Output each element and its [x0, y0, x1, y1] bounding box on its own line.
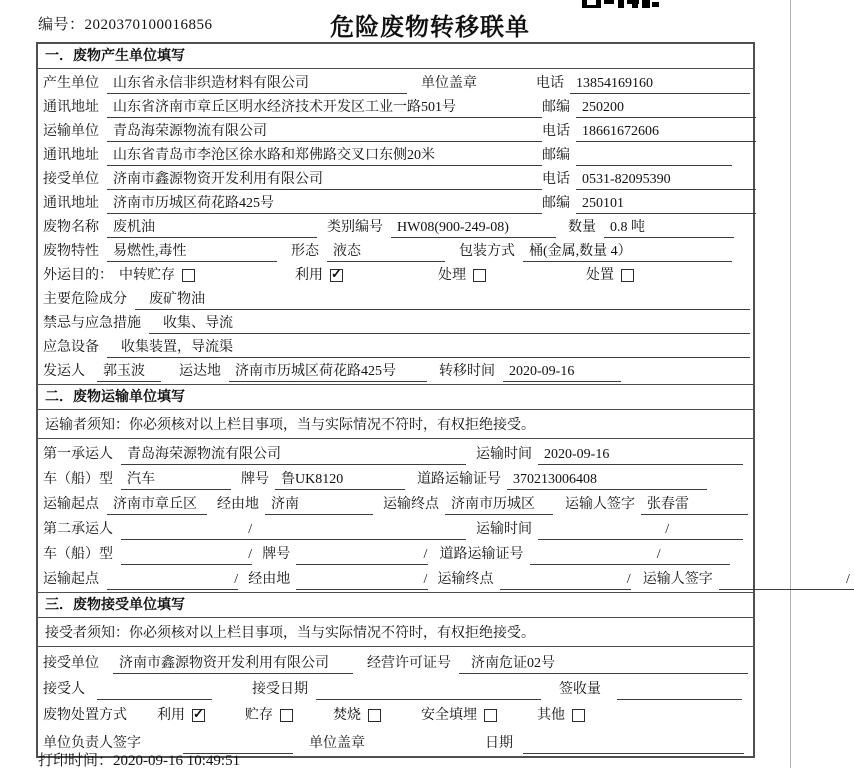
transporter-zip-value: [576, 148, 732, 166]
producer-seal-label: 单位盖章: [421, 76, 477, 91]
section-producer-title: 一．废物产生单位填写: [38, 44, 753, 69]
route2-row: [43, 565, 850, 590]
vehicle1-row: [43, 465, 750, 490]
road-license1-value: 370213006408: [507, 471, 707, 490]
waste-category-label: 类别编号: [327, 220, 383, 235]
transporter-notice-label: 运输者须知：: [45, 418, 129, 433]
print-time-line: [38, 749, 240, 770]
acceptor-value: [97, 682, 212, 700]
packing-label: 包装方式: [459, 244, 515, 259]
receiver-zip-label: 邮编: [542, 196, 570, 211]
waste-property-value: 易燃性,毒性: [107, 243, 277, 262]
hazard-label: 主要危险成分: [43, 292, 127, 307]
route2-sign-value: /: [719, 571, 854, 590]
sign-date-value: [523, 736, 744, 754]
route1-row: [43, 490, 750, 515]
route1-sign-value: 张春雷: [641, 496, 748, 515]
acceptor-label: 接受人: [43, 682, 85, 697]
purpose-option-utilize: [295, 267, 343, 286]
disposal-option-incinerate: [333, 707, 381, 726]
print-time-label: 打印时间：: [38, 753, 114, 769]
vehicle2-value: /: [121, 546, 252, 565]
serial-value: 2020370100016856: [84, 17, 213, 33]
page-edge-line: [790, 0, 791, 768]
producer-label: 产生单位: [43, 76, 99, 91]
section-transporter: [38, 384, 850, 592]
producer-value: 山东省永信非织造材料有限公司: [107, 75, 407, 94]
purpose-option-utilize-label: 利用: [295, 268, 323, 283]
plate2-value: /: [296, 546, 427, 565]
measures-row: [43, 310, 750, 334]
producer-row: [43, 70, 750, 94]
signed-amount-label: 签收量: [559, 682, 601, 697]
route1-via-value: 济南: [265, 496, 373, 515]
signed-amount-value: [617, 682, 742, 700]
section-transporter-rows: [38, 439, 850, 592]
route1-start-value: 济南市章丘区: [107, 496, 207, 515]
carrier1-value: 青岛海荣源物流有限公司: [121, 446, 466, 465]
section-receiver-rows: [38, 647, 753, 756]
purpose-option-treat: [438, 267, 486, 286]
disposal-other-checkbox: [572, 709, 585, 722]
producer-phone-label: 电话: [536, 76, 564, 91]
purpose-option-treat-label: 处理: [438, 268, 466, 283]
route2-via-value: /: [296, 571, 427, 590]
vehicle2-label: 车（船）型: [43, 547, 113, 562]
receiver-row: [43, 166, 750, 190]
producer-address-value: 山东省济南市章丘区明水经济技术开发区工业一路501号: [107, 99, 542, 118]
transporter-address-label: 通讯地址: [43, 148, 99, 163]
route2-via-label: 经由地: [248, 572, 291, 587]
route2-end-value: /: [500, 571, 631, 590]
route1-sign-label: 运输人签字: [565, 497, 635, 512]
receiver-notice-label: 接受者须知：: [45, 626, 129, 641]
carrier2-label: 第二承运人: [43, 522, 113, 537]
measures-label: 禁忌与应急措施: [43, 316, 141, 331]
waste-form-value: 液态: [327, 243, 445, 262]
disposal-option-store: [245, 707, 293, 726]
receiver-address-label: 通讯地址: [43, 196, 99, 211]
purpose-option-dispose-label: 处置: [586, 268, 614, 283]
disposal-store-checkbox: [280, 709, 293, 722]
section-receiver: [38, 592, 753, 756]
plate1-label: 牌号: [241, 472, 269, 487]
transporter-notice-text: 你必须核对以上栏目事项，当与实际情况不符时，有权拒绝接受。: [129, 418, 535, 433]
waste-quantity-value: 0.8 吨: [604, 219, 734, 238]
disposal-row: [43, 700, 750, 726]
route2-start-value: /: [107, 571, 238, 590]
transfer-time-value: 2020-09-16: [503, 363, 621, 382]
transfer-manifest-form: [36, 42, 850, 758]
waste-property-label: 废物特性: [43, 244, 99, 259]
transporter-label: 运输单位: [43, 124, 99, 139]
disposal-incinerate-checkbox: [368, 709, 381, 722]
transporter-notice: [38, 410, 753, 439]
disposal-other-label: 其他: [537, 708, 565, 723]
accept-unit-row: [43, 648, 750, 674]
disposal-utilize-checkbox: [192, 709, 205, 722]
disposal-incinerate-label: 焚烧: [333, 708, 361, 723]
purpose-option-transfer: [119, 267, 195, 286]
purpose-option-dispose: [586, 267, 634, 286]
dispose-checkbox: [621, 269, 634, 282]
disposal-label: 废物处置方式: [43, 708, 127, 723]
carrier2-row: [43, 515, 750, 540]
receiver-phone-value: 0531-82095390: [576, 171, 756, 190]
waste-property-row: [43, 238, 750, 262]
disposal-store-label: 贮存: [245, 708, 273, 723]
waste-name-row: [43, 214, 750, 238]
sign-date-label: 日期: [485, 736, 513, 751]
waste-name-label: 废物名称: [43, 220, 99, 235]
section-transporter-title: 二．废物运输单位填写: [38, 385, 753, 410]
waste-quantity-label: 数量: [568, 220, 596, 235]
carrier2-time-value: /: [538, 521, 743, 540]
receiver-phone-label: 电话: [542, 172, 570, 187]
qr-code-fragment-icon: [582, 0, 662, 10]
receiver-address-value: 济南市历城区荷花路425号: [107, 195, 542, 214]
treat-checkbox: [473, 269, 486, 282]
producer-address-label: 通讯地址: [43, 100, 99, 115]
equipment-value: 收集装置，导流渠: [107, 339, 750, 358]
equipment-row: [43, 334, 750, 358]
responsible-sign-label: 单位负责人签字: [43, 736, 141, 751]
receiver-address-row: [43, 190, 750, 214]
accept-unit-value: 济南市鑫源物资开发利用有限公司: [113, 655, 353, 674]
carrier2-value: /: [121, 521, 466, 540]
receiver-label: 接受单位: [43, 172, 99, 187]
vehicle1-label: 车（船）型: [43, 472, 113, 487]
section-receiver-title: 三．废物接受单位填写: [38, 593, 753, 618]
waste-name-value: 废机油: [107, 219, 317, 238]
receiver-zip-value: 250101: [576, 195, 756, 214]
producer-zip-value: 250200: [576, 99, 756, 118]
transporter-value: 青岛海荣源物流有限公司: [107, 123, 542, 142]
transporter-address-value: 山东省青岛市李沧区徐水路和郑佛路交叉口东侧20米: [107, 147, 542, 166]
page-title: 危险废物转移联单: [330, 15, 530, 41]
carrier1-time-value: 2020-09-16: [538, 446, 743, 465]
accept-unit-label: 接受单位: [43, 656, 99, 671]
hazard-value: 废矿物油: [135, 291, 750, 310]
destination-value: 济南市历城区荷花路425号: [229, 363, 427, 382]
disposal-landfill-label: 安全填埋: [421, 708, 477, 723]
shipper-row: [43, 358, 750, 382]
disposal-option-other: [537, 707, 585, 726]
route2-end-label: 运输终点: [437, 572, 494, 587]
route2-sign-label: 运输人签字: [642, 572, 713, 587]
road-license1-label: 道路运输证号: [417, 472, 501, 487]
transporter-phone-label: 电话: [542, 124, 570, 139]
carrier1-time-label: 运输时间: [476, 447, 532, 462]
serial-number-line: [38, 13, 213, 34]
transfer-time-label: 转移时间: [439, 364, 495, 379]
print-time-value: 2020-09-16 10:49:51: [113, 753, 241, 769]
vehicle1-value: 汽车: [121, 471, 231, 490]
carrier2-time-label: 运输时间: [476, 522, 532, 537]
section-producer: [38, 44, 753, 384]
route1-end-value: 济南市历城区: [445, 496, 553, 515]
accept-date-label: 接受日期: [252, 682, 308, 697]
operating-license-value: 济南危证02号: [459, 655, 748, 674]
transfer-storage-checkbox: [182, 269, 195, 282]
accept-date-value: [316, 682, 541, 700]
carrier1-label: 第一承运人: [43, 447, 113, 462]
section-producer-rows: [38, 69, 753, 384]
serial-label: 编号：: [38, 17, 85, 33]
transporter-phone-value: 18661672606: [576, 123, 756, 142]
shipper-value: 郭玉波: [97, 363, 161, 382]
purpose-option-transfer-label: 中转贮存: [119, 268, 175, 283]
purpose-label: 外运目的：: [43, 268, 113, 283]
producer-phone-value: 13854169160: [570, 75, 750, 94]
disposal-landfill-checkbox: [484, 709, 497, 722]
disposal-option-utilize: [157, 707, 205, 726]
producer-zip-label: 邮编: [542, 100, 570, 115]
receiver-notice-text: 你必须核对以上栏目事项，当与实际情况不符时，有权拒绝接受。: [129, 626, 535, 641]
route1-via-label: 经由地: [217, 497, 259, 512]
packing-value: 桶(金属,数量 4）: [523, 243, 732, 262]
vehicle2-row: [43, 540, 750, 565]
shipper-label: 发运人: [43, 364, 85, 379]
carrier1-row: [43, 440, 750, 465]
unit-seal-label: 单位盖章: [309, 736, 365, 751]
hazard-row: [43, 286, 750, 310]
plate2-label: 牌号: [262, 547, 291, 562]
purpose-row: [43, 262, 750, 286]
waste-form-label: 形态: [291, 244, 319, 259]
receiver-value: 济南市鑫源物资开发利用有限公司: [107, 171, 542, 190]
transporter-address-row: [43, 142, 750, 166]
road-license2-label: 道路运输证号: [439, 547, 524, 562]
transporter-zip-label: 邮编: [542, 148, 570, 163]
equipment-label: 应急设备: [43, 340, 99, 355]
receiver-notice: [38, 618, 753, 647]
acceptor-row: [43, 674, 750, 700]
producer-address-row: [43, 94, 750, 118]
destination-label: 运达地: [179, 364, 221, 379]
measures-value: 收集、导流: [149, 315, 750, 334]
transporter-row: [43, 118, 750, 142]
plate1-value: 鲁UK8120: [275, 471, 405, 490]
road-license2-value: /: [530, 546, 730, 565]
utilize-checkbox: [330, 269, 343, 282]
route1-start-label: 运输起点: [43, 497, 99, 512]
route1-end-label: 运输终点: [383, 497, 439, 512]
disposal-utilize-label: 利用: [157, 708, 185, 723]
operating-license-label: 经营许可证号: [367, 656, 451, 671]
route2-start-label: 运输起点: [43, 572, 99, 587]
disposal-option-landfill: [421, 707, 497, 726]
waste-category-value: HW08(900-249-08): [391, 219, 556, 238]
